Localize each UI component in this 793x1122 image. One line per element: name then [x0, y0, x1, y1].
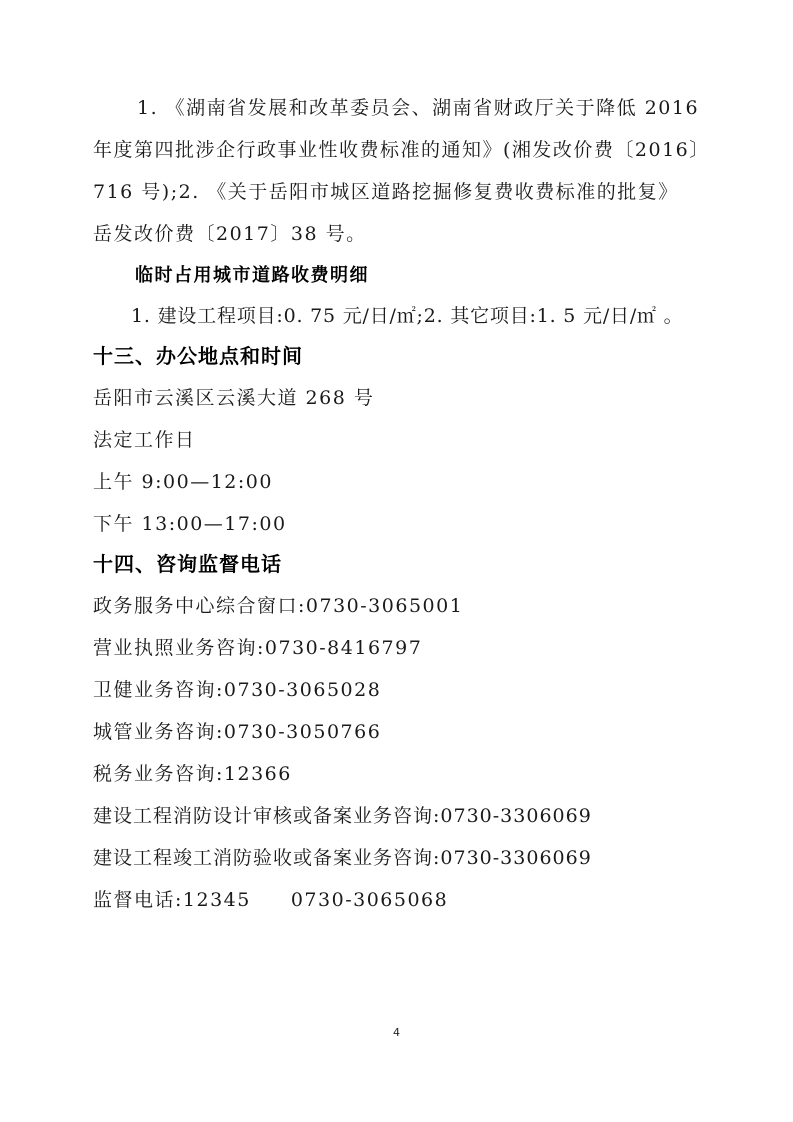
- supervision-label: 监督电话:12345: [93, 889, 251, 911]
- contact-line: 税务业务咨询:12366: [93, 763, 292, 785]
- contact-line: 卫健业务咨询:0730-3065028: [93, 679, 382, 701]
- contact-line: 建设工程竣工消防验收或备案业务咨询:0730-3306069: [93, 847, 592, 869]
- office-workdays: 法定工作日: [93, 429, 196, 451]
- fee-detail-text: 1. 建设工程项目:0. 75 元/日/㎡;2. 其它项目:1. 5 元/日/㎡ 。: [131, 305, 684, 327]
- contact-line: 城管业务咨询:0730-3050766: [93, 721, 382, 743]
- section-13-heading: 十三、办公地点和时间: [93, 344, 303, 368]
- basis-line-4: 岳发改价费〔2017〕38 号。: [93, 223, 367, 245]
- contact-line: 建设工程消防设计审核或备案业务咨询:0730-3306069: [93, 805, 592, 827]
- section-14-heading: 十四、咨询监督电话: [93, 552, 282, 576]
- basis-line-1: 1. 《湖南省发展和改革委员会、湖南省财政厅关于降低 2016: [137, 97, 700, 119]
- basis-line-2: 年度第四批涉企行政事业性收费标准的通知》(湘发改价费〔2016〕: [93, 139, 710, 161]
- fee-detail-title: 临时占用城市道路收费明细: [135, 265, 369, 286]
- office-hours-afternoon: 下午 13:00—17:00: [93, 513, 287, 535]
- contact-line: 营业执照业务咨询:0730-8416797: [93, 637, 423, 659]
- contact-line: 政务服务中心综合窗口:0730-3065001: [93, 595, 464, 617]
- office-hours-morning: 上午 9:00—12:00: [93, 471, 273, 493]
- basis-line-3: 716 号);2. 《关于岳阳市城区道路挖掘修复费收费标准的批复》: [93, 181, 679, 203]
- page-number: 4: [393, 1026, 400, 1039]
- supervision-phone: 0730-3065068: [290, 889, 449, 911]
- office-address: 岳阳市云溪区云溪大道 268 号: [93, 387, 375, 409]
- supervision-line: [93, 888, 448, 912]
